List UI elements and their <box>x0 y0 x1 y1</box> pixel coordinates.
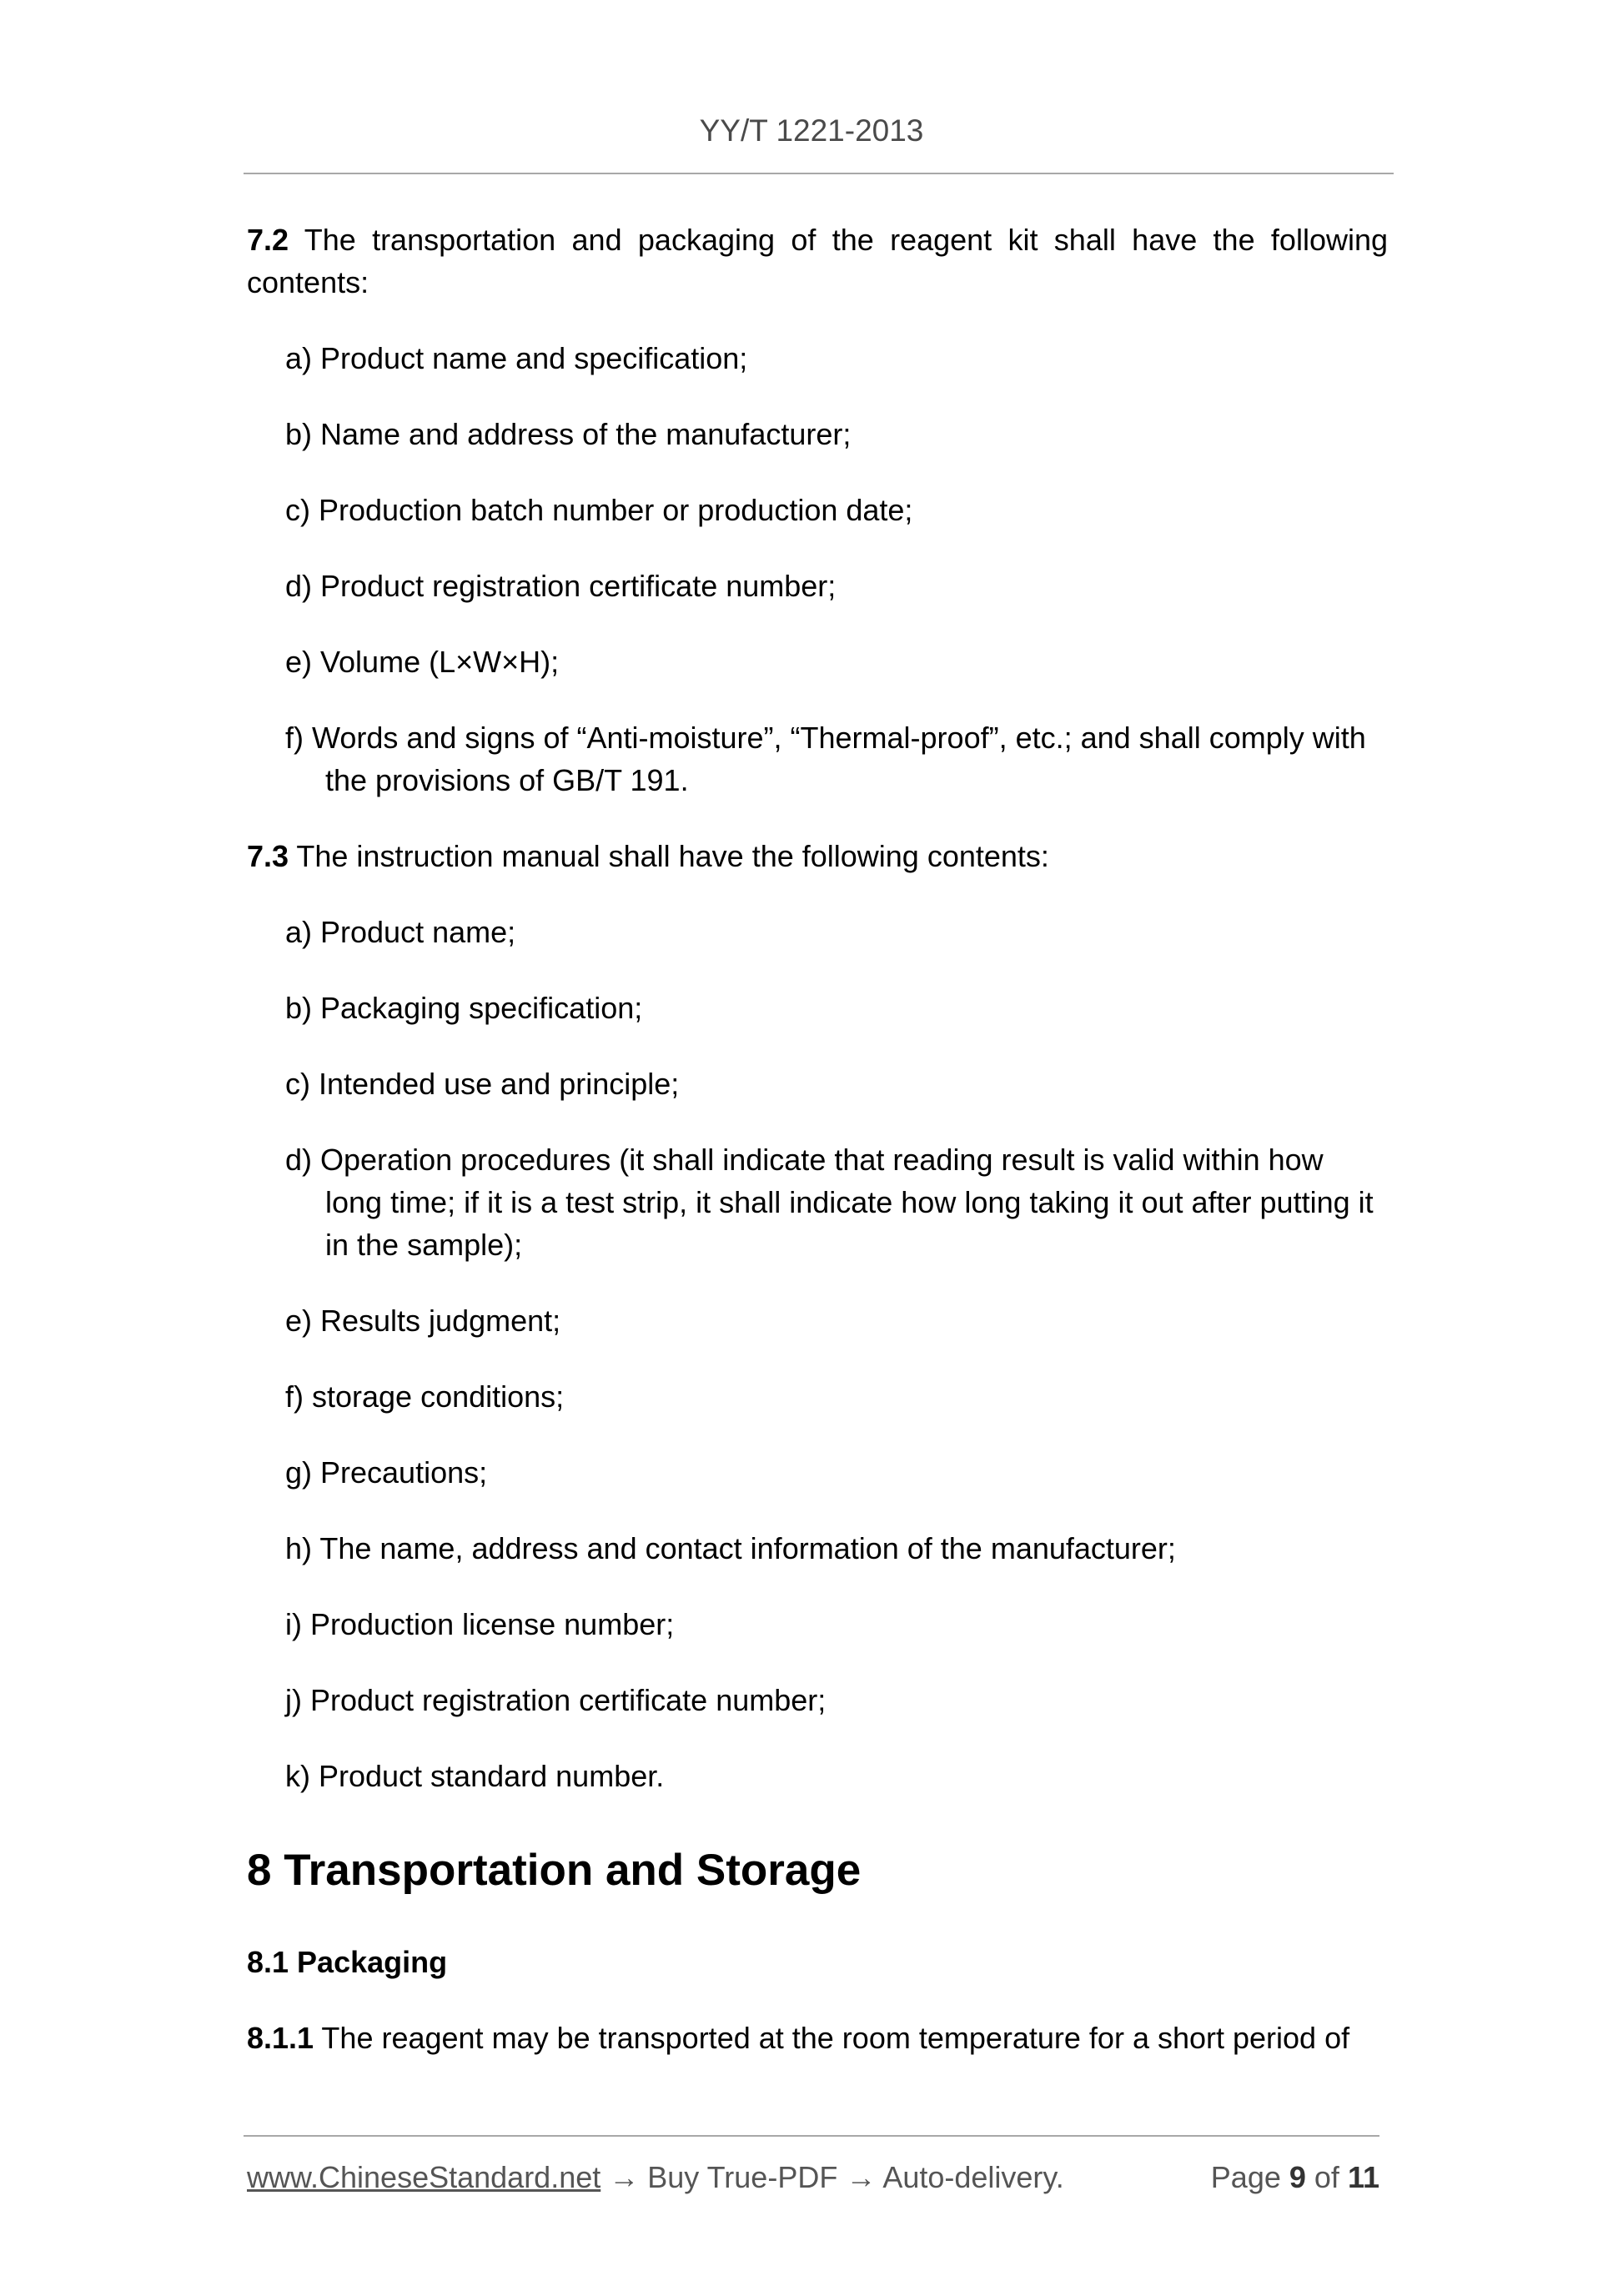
footer-tagline: → Buy True-PDF → Auto-delivery. <box>600 2160 1064 2194</box>
clause-8-1-1 <box>247 2017 1388 2059</box>
clause-number: 7.3 <box>247 839 289 873</box>
list-item: a) Product name and specification; <box>285 341 748 375</box>
list-item: c) Production batch number or production date; <box>285 493 913 527</box>
list-item: g) Precautions; <box>285 1455 488 1490</box>
footer-divider <box>244 2135 1379 2137</box>
clause-text: The transportation and packaging of the reagent kit shall have the following contents: <box>247 223 1388 299</box>
list-item: e) Results judgment; <box>285 1304 561 1338</box>
clause-number: 8.1.1 <box>247 2021 314 2055</box>
clause-number: 7.2 <box>247 223 289 257</box>
list-item: h) The name, address and contact information of the manufacturer; <box>285 1531 1176 1565</box>
clause-7-2 <box>247 219 1388 304</box>
list-item: a) Product name; <box>285 915 516 949</box>
list-item: f) Words and signs of “Anti-moisture”, “Thermal-proof”, etc.; and shall comply with the provisions of GB/T 191. <box>285 721 1366 797</box>
list-item: c) Intended use and principle; <box>285 1067 680 1101</box>
page-of: of <box>1305 2160 1348 2194</box>
website-link[interactable]: www.ChineseStandard.net <box>247 2160 601 2194</box>
header-divider <box>244 173 1394 174</box>
page-label: Page <box>1210 2160 1289 2194</box>
list-item: b) Packaging specification; <box>285 991 643 1025</box>
list-item: b) Name and address of the manufacturer; <box>285 417 852 451</box>
clause-7-3 <box>247 835 1388 877</box>
document-header-title: YY/T 1221-2013 <box>699 113 924 148</box>
clause-text: The instruction manual shall have the following contents: <box>289 839 1049 873</box>
list-item: j) Product registration certificate number; <box>285 1683 827 1717</box>
list-item: f) storage conditions; <box>285 1379 565 1414</box>
list-item: k) Product standard number. <box>285 1759 665 1793</box>
section-heading: 8 Transportation and Storage <box>247 1846 862 1895</box>
list-item: d) Operation procedures (it shall indicate that reading result is valid within how long time; if it is a test strip, it shall indicate how long taking it out after putting it in the sample); <box>285 1143 1374 1262</box>
page-footer <box>247 2159 1379 2196</box>
list-item: e) Volume (L×W×H); <box>285 645 560 679</box>
page-total: 11 <box>1347 2160 1379 2194</box>
subsection-heading: 8.1 Packaging <box>247 1945 448 1979</box>
page-indicator <box>1211 2159 1379 2196</box>
page-current: 9 <box>1289 2160 1306 2194</box>
list-item: i) Production license number; <box>285 1607 675 1641</box>
list-item: d) Product registration certificate number; <box>285 569 837 603</box>
page-content <box>247 219 1388 2059</box>
clause-text: The reagent may be transported at the room temperature for a short period of <box>314 2021 1350 2055</box>
